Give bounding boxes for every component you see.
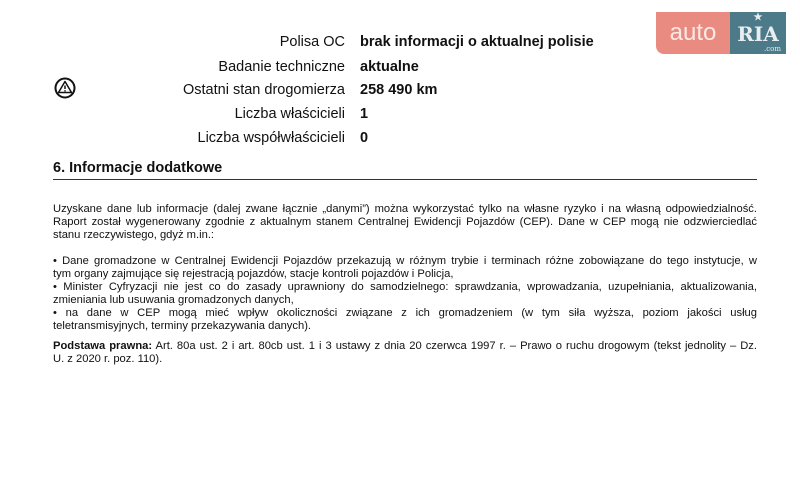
- bullet-line: • na dane w CEP mogą mieć wpływ okoliczności związane z ich gromadzeniem (w tym siła wyższa, poziom jakości usług: [53, 307, 757, 319]
- detail-row-polisa-oc: [0, 34, 700, 54]
- intro-line: Raport został wygenerowany zgodnie z aktualnym stanem Centralnej Ewidencji Pojazdów (CEP). Dane w CEP mogą nie odzwierciedlać: [53, 216, 757, 228]
- detail-label: Liczba właścicieli: [234, 106, 345, 122]
- star-icon: ★: [753, 12, 763, 23]
- bullet-line: • Dane gromadzone w Centralnej Ewidencji Pojazdów przekazują w różnym trybie i terminach różne zobowiązane do tego instytucje, w: [53, 255, 757, 267]
- logo-ria-text: RIA: [737, 22, 779, 46]
- detail-label: Badanie techniczne: [218, 59, 345, 75]
- detail-value: 0: [360, 130, 369, 146]
- intro-line: Uzyskane dane lub informacje (dalej zwane łącznie „danymi”) można wykorzystać tylko na własne ryzyko i na własną odpowiedzialność.: [53, 203, 757, 215]
- detail-label: Polisa OC: [279, 34, 345, 50]
- detail-value: 1: [360, 106, 369, 122]
- detail-label: Ostatni stan drogomierza: [183, 82, 345, 98]
- bullet-line: tym organy zajmujące się rejestracją pojazdów, stacje kontroli pojazdów i Policja,: [53, 268, 454, 280]
- legal-basis-label: Podstawa prawna:: [53, 340, 153, 352]
- detail-value: brak informacji o aktualnej polisie: [360, 34, 594, 50]
- legal-basis-text: Art. 80a ust. 2 i art. 80cb ust. 1 i 3 ustawy z dnia 20 czerwca 1997 r. – Prawo o ruchu drogowym (tekst jednolity – Dz.: [152, 340, 757, 352]
- detail-value: 258 490 km: [360, 82, 438, 98]
- section-body: [53, 203, 757, 366]
- logo-com-text: .com: [764, 45, 781, 53]
- legal-basis-line: U. z 2020 r. poz. 110).: [53, 353, 163, 365]
- logo-ria: [730, 12, 786, 54]
- logo-auto-text: auto: [656, 12, 730, 54]
- intro-line: stanu rzeczywistego, gdyż m.in.:: [53, 229, 215, 241]
- detail-label: Liczba współwłaścicieli: [197, 130, 345, 146]
- detail-row-badanie: [0, 59, 700, 79]
- legal-basis-line: [53, 340, 757, 353]
- detail-value: aktualne: [360, 59, 419, 75]
- section-heading: 6. Informacje dodatkowe: [53, 160, 757, 180]
- bullet-line: teletransmisyjnych, terminy przekazywania danych).: [53, 320, 312, 332]
- detail-row-drogomierz: [0, 82, 700, 102]
- detail-row-wlasciciele: [0, 106, 700, 126]
- detail-row-wspolwlasciciele: [0, 130, 700, 150]
- bullet-line: • Minister Cyfryzacji nie jest co do zasady uprawniony do samodzielnego: sprawdzania, wprowadzania, uzupełniania, aktualizowania,: [53, 281, 757, 293]
- bullet-line: zmieniania lub usuwania gromadzonych danych,: [53, 294, 294, 306]
